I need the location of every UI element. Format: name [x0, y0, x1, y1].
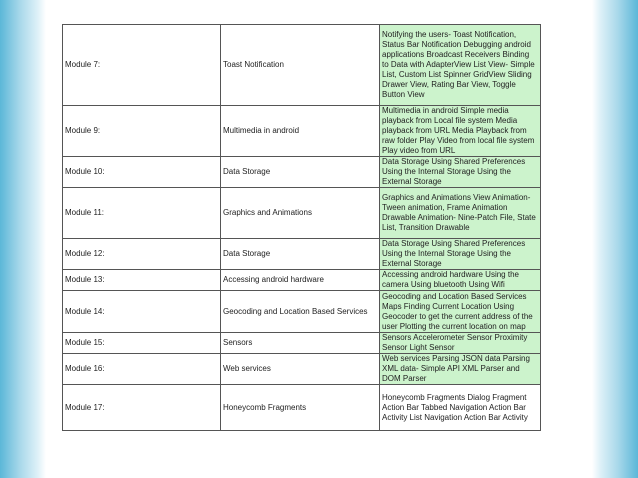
table-row	[63, 385, 541, 431]
topic-cell: Honeycomb Fragments	[221, 385, 380, 431]
details-cell: Web services Parsing JSON data Parsing XML data- Simple API XML Parser and DOM Parser	[380, 354, 541, 385]
details-cell: Sensors Accelerometer Sensor Proximity Sensor Light Sensor	[380, 333, 541, 354]
topic-cell: Multimedia in android	[221, 106, 380, 157]
table-row	[63, 270, 541, 291]
module-cell: Module 16:	[63, 354, 221, 385]
topic-cell: Sensors	[221, 333, 380, 354]
table-row	[63, 106, 541, 157]
table-row	[63, 157, 541, 188]
details-cell: Honeycomb Fragments Dialog Fragment Action Bar Tabbed Navigation Action Bar Activity List Navigation Action Bar Activity	[380, 385, 541, 431]
module-cell: Module 7:	[63, 25, 221, 106]
module-cell: Module 9:	[63, 106, 221, 157]
table-row	[63, 333, 541, 354]
details-cell: Accessing android hardware Using the camera Using bluetooth Using Wifi	[380, 270, 541, 291]
topic-cell: Web services	[221, 354, 380, 385]
module-cell: Module 10:	[63, 157, 221, 188]
syllabus-table	[62, 24, 541, 431]
details-cell: Data Storage Using Shared Preferences Using the Internal Storage Using the External Storage	[380, 157, 541, 188]
module-cell: Module 13:	[63, 270, 221, 291]
table-row	[63, 354, 541, 385]
module-cell: Module 14:	[63, 291, 221, 333]
details-cell: Geocoding and Location Based Services Maps Finding Current Location Using Geocoder to get the current address of the user Plotting the current location on map	[380, 291, 541, 333]
topic-cell: Data Storage	[221, 157, 380, 188]
table-row	[63, 291, 541, 333]
details-cell: Notifying the users- Toast Notification, Status Bar Notification Debugging android applications Broadcast Receivers Binding to Data with AdapterView List View- Simple List, Custom List Spinner GridView Sliding Drawer View, Rating Bar View, Toggle Button View	[380, 25, 541, 106]
details-cell: Data Storage Using Shared Preferences Using the Internal Storage Using the External Storage	[380, 239, 541, 270]
module-cell: Module 15:	[63, 333, 221, 354]
topic-cell: Graphics and Animations	[221, 188, 380, 239]
details-cell: Graphics and Animations View Animation- Tween animation, Frame Animation Drawable Animation- Nine-Patch File, State List, Transition Drawable	[380, 188, 541, 239]
module-cell: Module 17:	[63, 385, 221, 431]
topic-cell: Geocoding and Location Based Services	[221, 291, 380, 333]
table-row	[63, 188, 541, 239]
module-cell: Module 12:	[63, 239, 221, 270]
topic-cell: Toast Notification	[221, 25, 380, 106]
topic-cell: Data Storage	[221, 239, 380, 270]
details-cell: Multimedia in android Simple media playback from Local file system Media playback from URL Media Playback from raw folder Play Video from local file system Play video from URL	[380, 106, 541, 157]
topic-cell: Accessing android hardware	[221, 270, 380, 291]
module-cell: Module 11:	[63, 188, 221, 239]
table-row	[63, 25, 541, 106]
table-row	[63, 239, 541, 270]
